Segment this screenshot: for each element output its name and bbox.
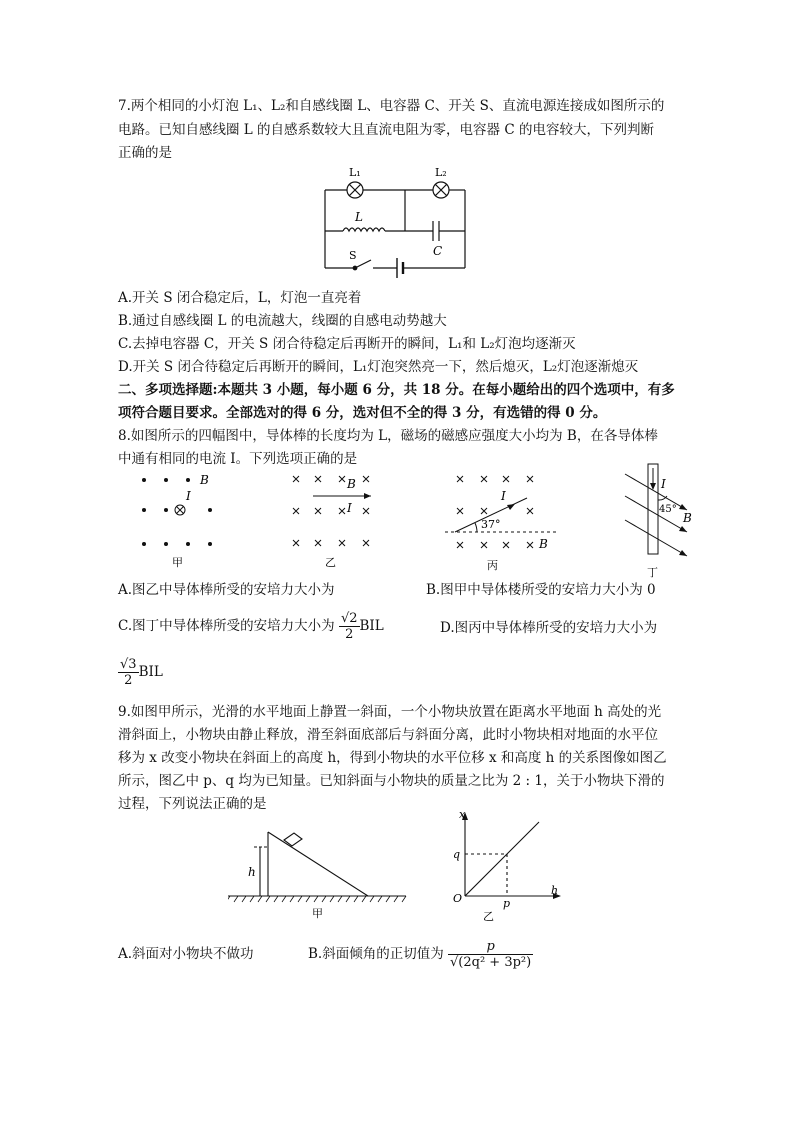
- q8-option-c-text: C.图丁中导体棒所受的安培力大小为: [118, 618, 335, 634]
- q8-option-b: B.图甲中导体楼所受的安培力大小为 0: [426, 582, 656, 598]
- yi-label-i: I: [347, 501, 352, 515]
- q7-circuit-diagram: [315, 163, 480, 278]
- ding-label-b: B: [683, 511, 692, 525]
- q8-line-1: 8.如图所示的四幅图中，导体棒的长度均为 L，磁场的磁感应强度大小均为 B，在各导体棒: [118, 428, 658, 444]
- bing-label-b: B: [539, 537, 548, 551]
- q8-option-c-denominator: 2: [345, 627, 354, 642]
- q8-option-c-numerator: √2: [340, 611, 358, 626]
- q9-jia-label-h: h: [248, 865, 256, 879]
- q9-option-b: [308, 934, 533, 974]
- q9-option-b-denominator: √(2q² + 3p²): [450, 955, 532, 970]
- q9-yi-axis-h: h: [551, 884, 559, 897]
- q9-line-3: 移为 x 改变小物块在斜面上的高度 h，得到小物块的水平位移 x 和高度 h 的关系图像如图乙: [118, 750, 667, 766]
- q7-option-c: C.去掉电容器 C，开关 S 闭合待稳定后再断开的瞬间，L₁和 L₂灯泡均逐渐灭: [118, 336, 576, 352]
- q7-option-b: B.通过自感线圈 L 的电流越大，线圈的自感电动势越大: [118, 313, 447, 329]
- q7-option-d: D.开关 S 闭合待稳定后再断开的瞬间，L₁灯泡突然亮一下，然后熄灭，L₂灯泡逐渐熄灭: [118, 359, 639, 375]
- q9-figure-yi: [445, 810, 565, 924]
- q7-option-a: A.开关 S 闭合稳定后，L，灯泡一直亮着: [118, 290, 362, 306]
- jia-label-b: B: [200, 473, 209, 487]
- q8-option-c-fraction: [339, 611, 360, 642]
- jia-caption: 甲: [172, 556, 183, 569]
- q9-yi-q: q: [453, 848, 461, 861]
- q8-figure-ding: [615, 462, 695, 580]
- q9-option-b-text: B.斜面倾角的正切值为: [308, 946, 444, 962]
- q9-option-b-numerator: p: [448, 939, 533, 955]
- label-capacitor: C: [433, 244, 443, 258]
- q8-option-d-denominator: 2: [124, 673, 133, 688]
- bing-caption: 丙: [487, 559, 498, 572]
- q9-yi-axis-x: x: [459, 810, 466, 821]
- section2-line-1: 二、多项选择题:本题共 3 小题，每小题 6 分，共 18 分。在每小题给出的四个选项中，有多: [118, 382, 675, 398]
- q8-option-d-fraction: [118, 657, 139, 688]
- ding-angle: 45°: [659, 504, 677, 515]
- bing-label-i: I: [501, 489, 506, 503]
- q7-line-2: 电路。已知自感线圈 L 的自感系数较大且直流电阻为零，电容器 C 的电容较大，下列判断: [118, 122, 654, 138]
- q8-figure-yi: [285, 470, 385, 570]
- q9-figure-jia: [228, 822, 408, 924]
- q8-figure-bing: [435, 470, 565, 572]
- label-l1: L₁: [349, 166, 361, 179]
- yi-caption: 乙: [325, 556, 336, 569]
- q9-option-b-fraction: [448, 939, 533, 970]
- q9-line-2: 滑斜面上，小物块由静止释放，滑至斜面底部后与斜面分离，此时小物块相对地面的水平位: [118, 727, 658, 743]
- q8-line-2: 中通有相同的电流 I。下列选项正确的是: [118, 451, 358, 467]
- q7-line-1: 7.两个相同的小灯泡 L₁、L₂和自感线圈 L、电容器 C、开关 S、直流电源连接成如图所示的: [118, 98, 665, 114]
- q9-option-a: A.斜面对小物块不做功: [118, 946, 254, 962]
- q7-line-3: 正确的是: [118, 145, 172, 161]
- q8-figure-jia: [128, 470, 228, 570]
- q9-line-4: 所示，图乙中 p、q 均为已知量。已知斜面与小物块的质量之比为 2 : 1，关于小物块下滑的: [118, 773, 665, 789]
- q9-line-5: 过程，下列说法正确的是: [118, 796, 267, 812]
- yi-label-b: B: [347, 477, 356, 491]
- q9-jia-caption: 甲: [312, 907, 323, 920]
- q8-option-c: [118, 606, 384, 646]
- q8-option-d-tail: BIL: [138, 664, 163, 680]
- q9-yi-p: p: [503, 897, 511, 910]
- label-inductor: L: [355, 210, 363, 224]
- q8-option-d-value: [118, 652, 163, 692]
- label-switch: S: [349, 249, 357, 262]
- jia-label-i: I: [186, 489, 191, 503]
- q8-option-d-numerator: √3: [120, 657, 137, 672]
- ding-label-i: I: [661, 477, 666, 491]
- ding-caption: 丁: [647, 566, 658, 579]
- q8-option-c-tail: BIL: [359, 618, 384, 634]
- q9-yi-caption: 乙: [483, 910, 494, 923]
- q9-yi-origin: O: [453, 892, 463, 905]
- bing-angle: 37°: [481, 518, 501, 531]
- label-l2: L₂: [435, 166, 447, 179]
- q8-option-a: A.图乙中导体棒所受的安培力大小为: [118, 582, 335, 598]
- section2-line-2: 项符合题目要求。全部选对的得 6 分，选对但不全的得 3 分，有选错的得 0 分。: [118, 405, 607, 421]
- q9-line-1: 9.如图甲所示，光滑的水平地面上静置一斜面，一个小物块放置在距离水平地面 h 高处的光: [118, 704, 662, 720]
- q8-option-d: D.图丙中导体棒所受的安培力大小为: [440, 620, 658, 636]
